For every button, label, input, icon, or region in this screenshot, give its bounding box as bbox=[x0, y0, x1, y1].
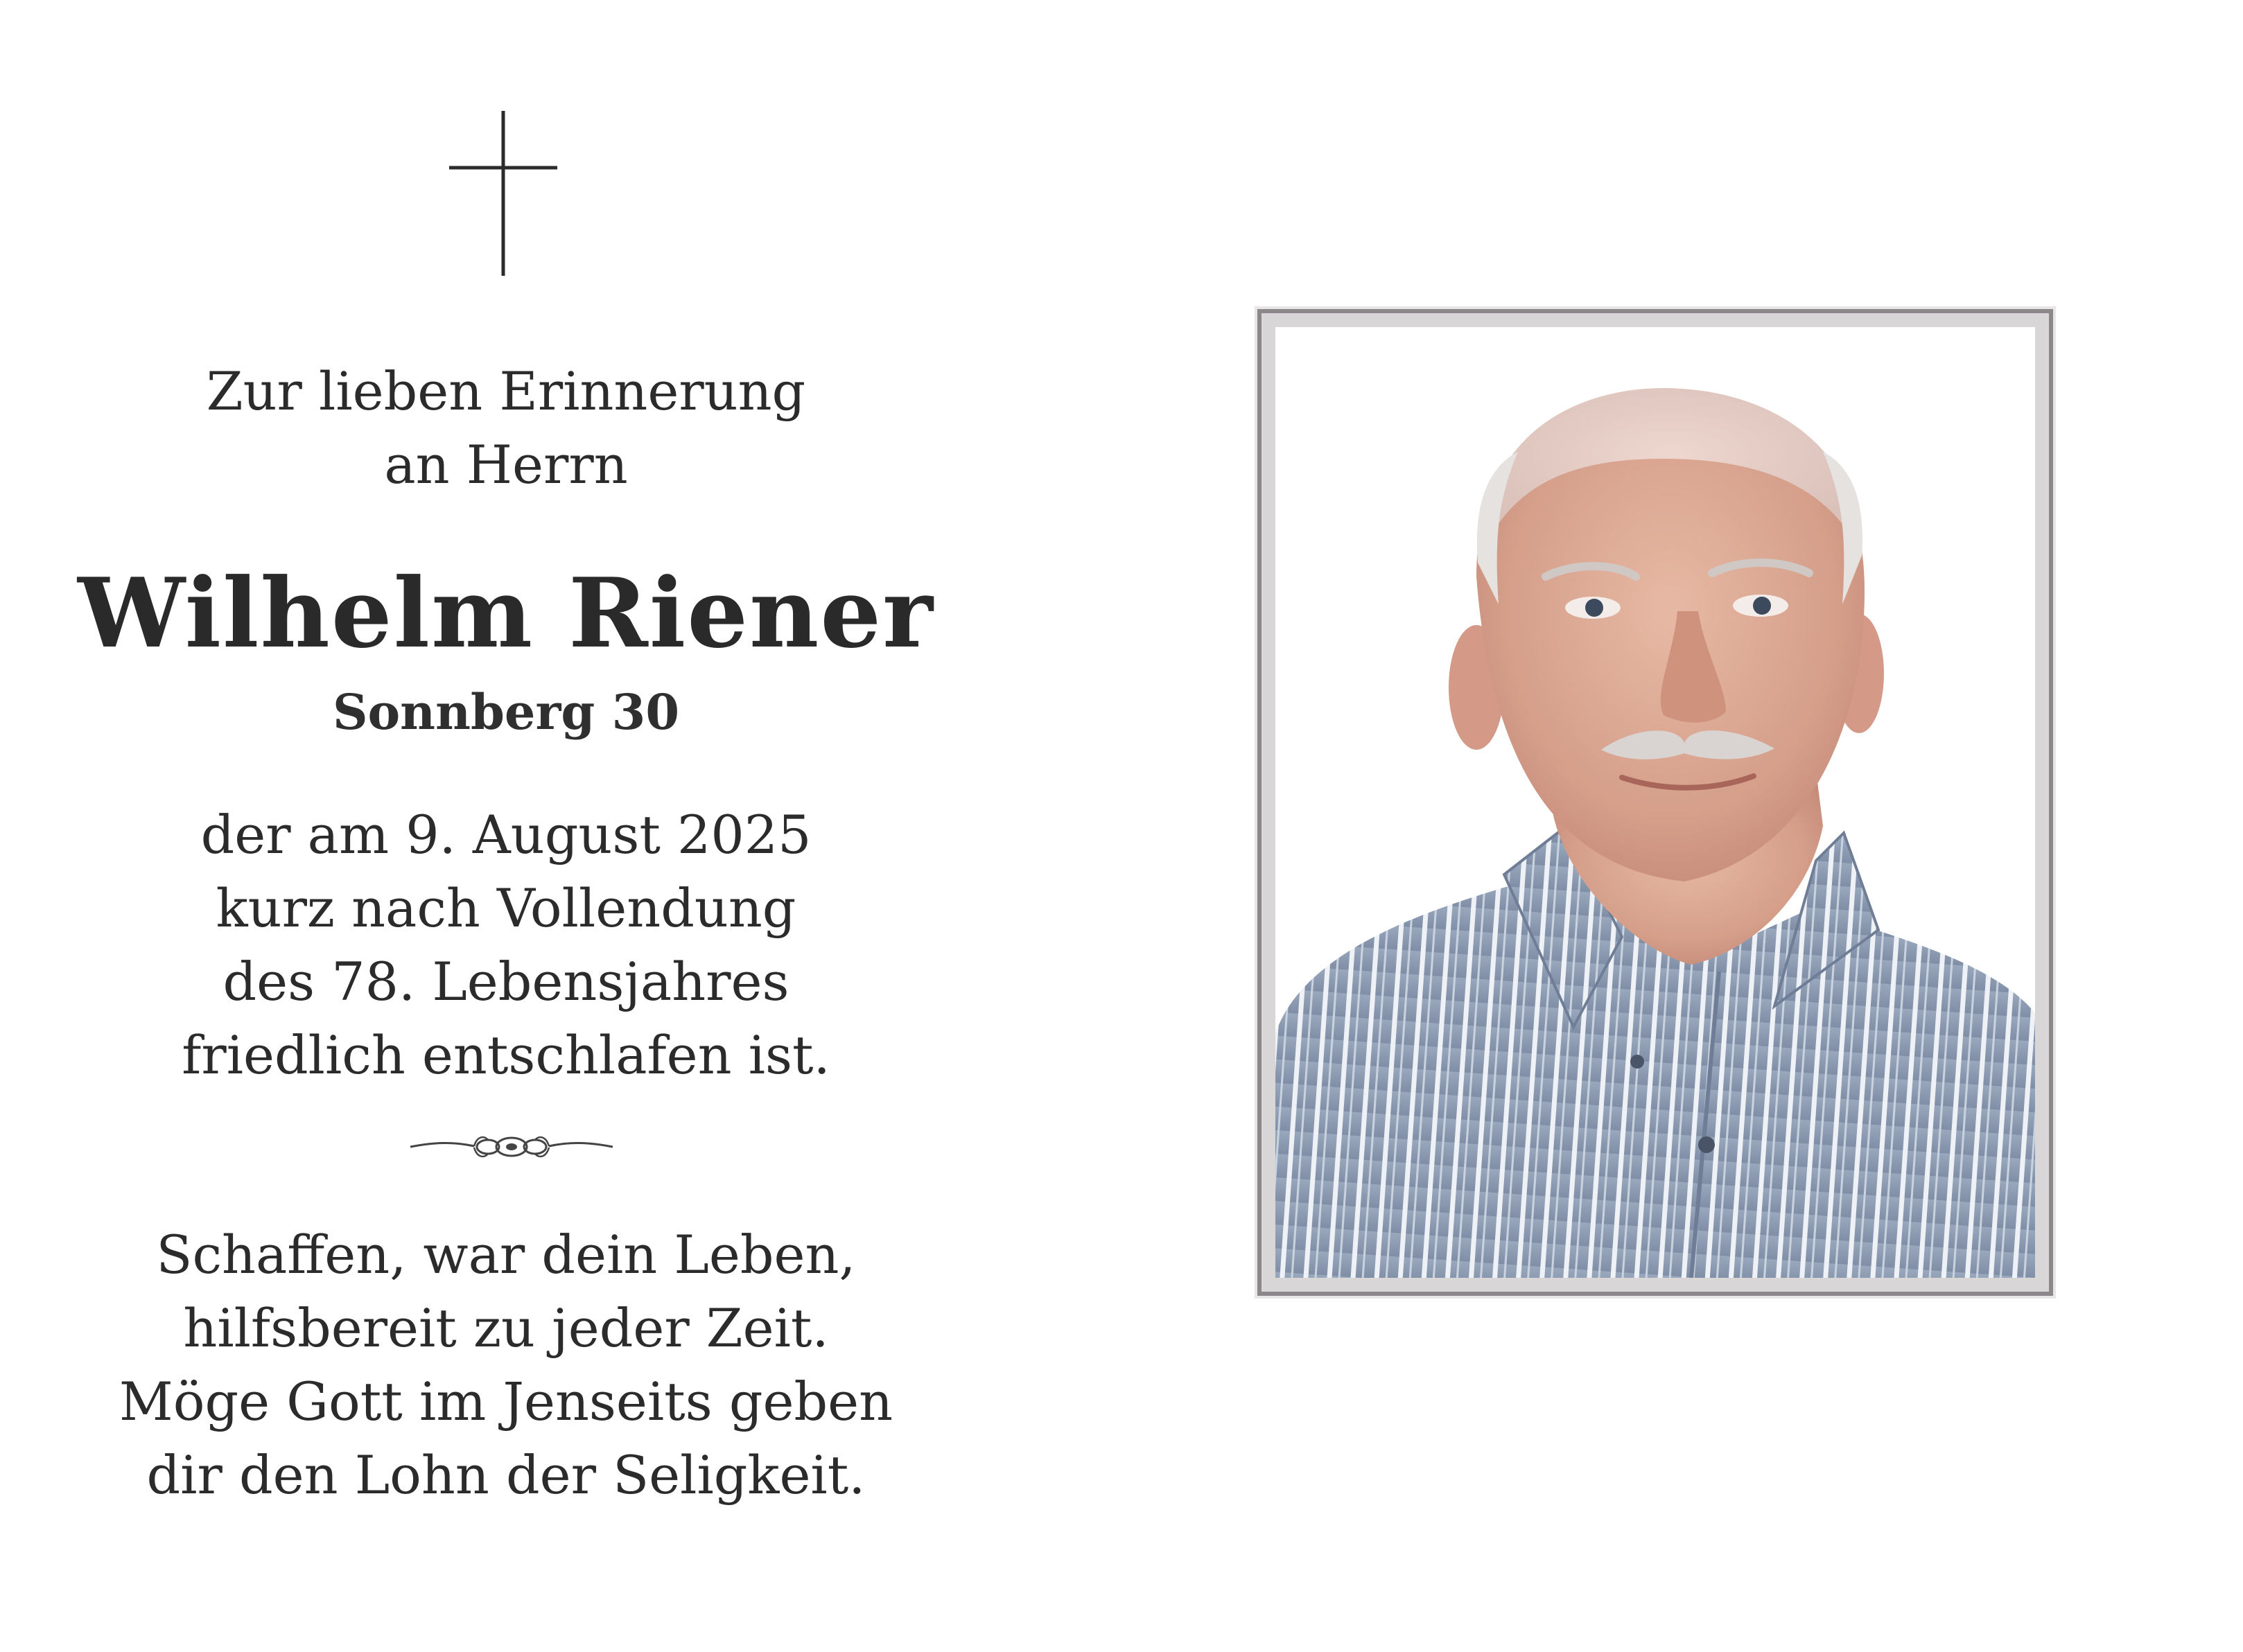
intro-line-2: an Herrn bbox=[384, 434, 628, 495]
memorial-text-column bbox=[0, 0, 1012, 1652]
death-notice bbox=[0, 798, 1012, 1092]
verse-line-3: Möge Gott im Jenseits geben bbox=[119, 1371, 893, 1432]
portrait-frame bbox=[1257, 309, 2053, 1296]
memorial-intro bbox=[0, 355, 1012, 502]
portrait-illustration bbox=[1275, 327, 2035, 1278]
deceased-name: Wilhelm Riener bbox=[78, 556, 934, 669]
death-line-1: der am 9. August 2025 bbox=[200, 804, 812, 865]
verse-line-1: Schaffen, war dein Leben, bbox=[156, 1224, 856, 1285]
death-line-3: des 78. Lebensjahres bbox=[222, 951, 789, 1012]
portrait-photo bbox=[1275, 327, 2035, 1278]
intro-line-1: Zur lieben Erinnerung bbox=[206, 360, 806, 422]
death-line-4: friedlich entschlafen ist. bbox=[182, 1024, 830, 1086]
ornament-divider-icon bbox=[408, 1130, 616, 1164]
cross-icon bbox=[448, 111, 559, 277]
deceased-address: Sonnberg 30 bbox=[332, 683, 680, 741]
memorial-verse bbox=[0, 1218, 1012, 1512]
verse-line-4: dir den Lohn der Seligkeit. bbox=[146, 1444, 866, 1506]
verse-line-2: hilfsbereit zu jeder Zeit. bbox=[183, 1297, 829, 1359]
death-line-2: kurz nach Vollendung bbox=[216, 877, 796, 939]
